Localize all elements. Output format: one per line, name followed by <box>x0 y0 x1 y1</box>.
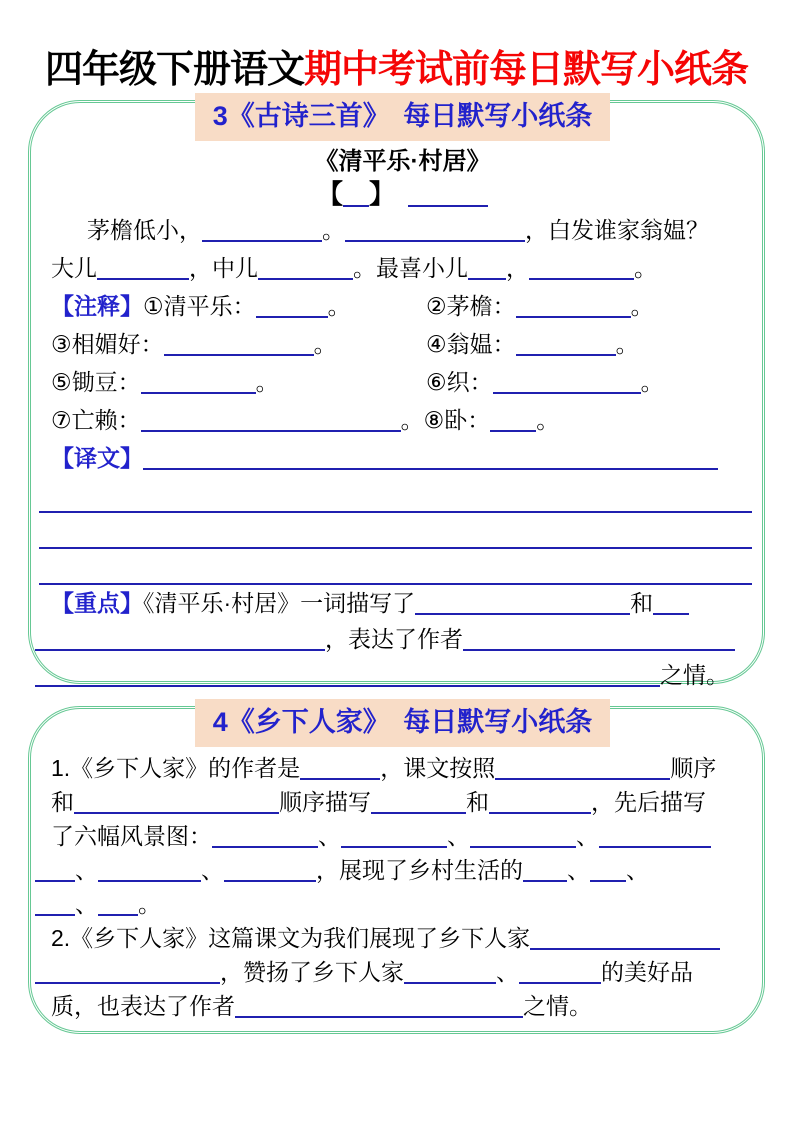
poem-title: 《清平乐·村居》 <box>314 148 491 176</box>
q1-line-1 <box>51 751 754 785</box>
blank-field <box>489 790 591 814</box>
q1-line-2 <box>51 785 754 819</box>
q2-line-2 <box>51 955 754 989</box>
text-run: 之情。 <box>660 662 729 689</box>
blank-field <box>493 370 641 394</box>
text-run: 【注释】 <box>51 293 143 320</box>
text-run: 大儿 <box>51 255 97 282</box>
keypoint-line-1 <box>51 585 754 621</box>
text-run: ⑤锄豆： <box>51 369 141 396</box>
blank-field <box>98 892 138 916</box>
blank-field <box>590 858 626 882</box>
text-run: ，先后描写 <box>591 789 706 816</box>
text-run: ，课文按照 <box>380 755 496 782</box>
blank-field <box>415 591 630 615</box>
text-run: ①清平乐： <box>143 293 256 320</box>
section-xiangxia-header: 4《乡下人家》 每日默写小纸条 <box>195 699 611 747</box>
text-run: 1.《乡下人家》的作者是 <box>51 755 301 782</box>
text-run: 。 <box>634 255 657 282</box>
text-run: 。 <box>630 293 654 320</box>
text-run: 【 <box>316 179 343 210</box>
text-run: 质，也表达了作者 <box>51 993 235 1020</box>
blank-field <box>164 332 314 356</box>
note-item-3 <box>51 325 426 363</box>
text-run: 了六幅风景图： <box>51 823 212 850</box>
writing-line <box>39 477 752 513</box>
blank-field <box>97 256 189 280</box>
blank-field <box>35 858 75 882</box>
blank-field <box>141 408 401 432</box>
blank-field <box>371 790 466 814</box>
text-run: 、 <box>576 823 599 850</box>
blank-field <box>343 183 369 207</box>
blank-field <box>408 183 488 207</box>
blank-field <box>523 858 567 882</box>
text-run: 顺序 <box>670 755 717 782</box>
text-run: 、 <box>318 823 341 850</box>
blank-field <box>224 858 316 882</box>
blank-field <box>516 294 631 318</box>
note-item-4 <box>426 325 754 363</box>
blank-field <box>235 994 523 1018</box>
note-item-7-8 <box>51 401 754 439</box>
text-run: 《清平乐·村居》一词描写了 <box>143 590 416 617</box>
text-run: 。 <box>322 217 345 244</box>
text-run: ③相媚好： <box>51 331 164 358</box>
q1-line-4 <box>51 853 754 887</box>
blank-field <box>258 256 353 280</box>
blank-field <box>463 627 735 651</box>
text-run: ⑦亡赖： <box>51 407 141 434</box>
text-run: ④翁媪： <box>426 331 516 358</box>
blank-field <box>74 790 279 814</box>
text-run: ②茅檐： <box>426 293 516 320</box>
text-run: ，赞扬了乡下人家 <box>220 959 404 986</box>
section-xiangxia-card <box>28 706 765 1034</box>
blank-field <box>468 256 506 280</box>
blank-field <box>516 332 616 356</box>
blank-field <box>345 218 525 242</box>
blank-field <box>212 824 318 848</box>
blank-field <box>490 408 536 432</box>
blank-field <box>98 858 201 882</box>
q2-line-3 <box>51 989 754 1023</box>
text-run: 、 <box>75 857 98 884</box>
text-run: 。 <box>536 407 560 434</box>
text-run: 。 <box>138 891 161 918</box>
poem-line-2 <box>51 249 754 287</box>
text-run <box>382 179 408 209</box>
blank-field <box>495 756 670 780</box>
poem-author-blank-line <box>51 177 754 211</box>
poem-line-1 <box>51 211 754 249</box>
text-run: 。⑧卧： <box>400 407 491 434</box>
text-run: ，白发谁家翁媪？ <box>525 217 709 244</box>
blank-field <box>530 926 720 950</box>
text-run: ，表达了作者 <box>325 626 463 653</box>
blank-field <box>519 960 601 984</box>
blank-field <box>35 627 325 651</box>
text-run: 和 <box>630 590 654 617</box>
page-title-red-part: 期中考试前每日默写小纸条 <box>304 49 749 91</box>
blank-field <box>404 960 496 984</box>
text-run: 、 <box>626 857 649 884</box>
blank-field <box>300 756 380 780</box>
q1-line-3 <box>51 819 754 853</box>
page-title <box>0 50 793 92</box>
blank-field <box>35 892 75 916</box>
text-run: 、 <box>496 959 519 986</box>
note-item-2 <box>426 287 754 325</box>
note-item-6 <box>426 363 754 401</box>
text-run: 。 <box>615 331 639 358</box>
text-run: 和 <box>51 789 74 816</box>
text-run: 茅檐低小， <box>87 217 202 244</box>
section-gushi-card <box>28 100 765 689</box>
blank-field <box>202 218 322 242</box>
blank-field <box>141 370 256 394</box>
blank-field <box>529 256 634 280</box>
blank-field <box>143 446 718 470</box>
text-run: 2.《乡下人家》这篇课文为我们展现了乡下人家 <box>51 925 531 952</box>
text-run: 和 <box>466 789 489 816</box>
text-run: 的美好品 <box>601 959 693 986</box>
writing-line <box>39 513 752 549</box>
blank-field <box>653 591 689 615</box>
text-run: 顺序描写 <box>279 789 371 816</box>
q1-line-5 <box>51 887 754 921</box>
blank-field <box>256 294 328 318</box>
text-run: 【重点】 <box>51 590 143 617</box>
text-run: 】 <box>368 179 382 210</box>
blank-field <box>599 824 711 848</box>
text-run: 之情。 <box>523 993 592 1020</box>
blank-field <box>341 824 447 848</box>
text-run: ⑥织： <box>426 369 493 396</box>
q2-line-1 <box>51 921 754 955</box>
text-run: ，展现了乡村生活的 <box>316 857 523 884</box>
note-item-5 <box>51 363 426 401</box>
keypoint-line-3 <box>51 657 754 693</box>
page-title-black-part: 四年级下册语文 <box>44 49 304 91</box>
text-run: ， <box>506 255 529 282</box>
text-run: ，中儿 <box>189 255 258 282</box>
text-run: 、 <box>567 857 590 884</box>
keypoint-line-2 <box>51 621 754 657</box>
blank-field <box>470 824 576 848</box>
section-gushi-header: 3《古诗三首》 每日默写小纸条 <box>195 93 611 141</box>
blank-field <box>35 663 660 687</box>
translation-label-line <box>51 439 754 477</box>
note-item-1 <box>51 287 426 325</box>
text-run: 。 <box>313 331 337 358</box>
text-run: 、 <box>447 823 470 850</box>
text-run: 【译文】 <box>51 445 143 472</box>
text-run: 、 <box>201 857 224 884</box>
text-run: 。最喜小儿 <box>353 255 468 282</box>
text-run: 。 <box>255 369 279 396</box>
text-run: 、 <box>75 891 98 918</box>
writing-line <box>39 549 752 585</box>
blank-field <box>35 960 220 984</box>
text-run: 。 <box>327 293 351 320</box>
notes-grid <box>51 287 754 401</box>
text-run: 。 <box>640 369 664 396</box>
